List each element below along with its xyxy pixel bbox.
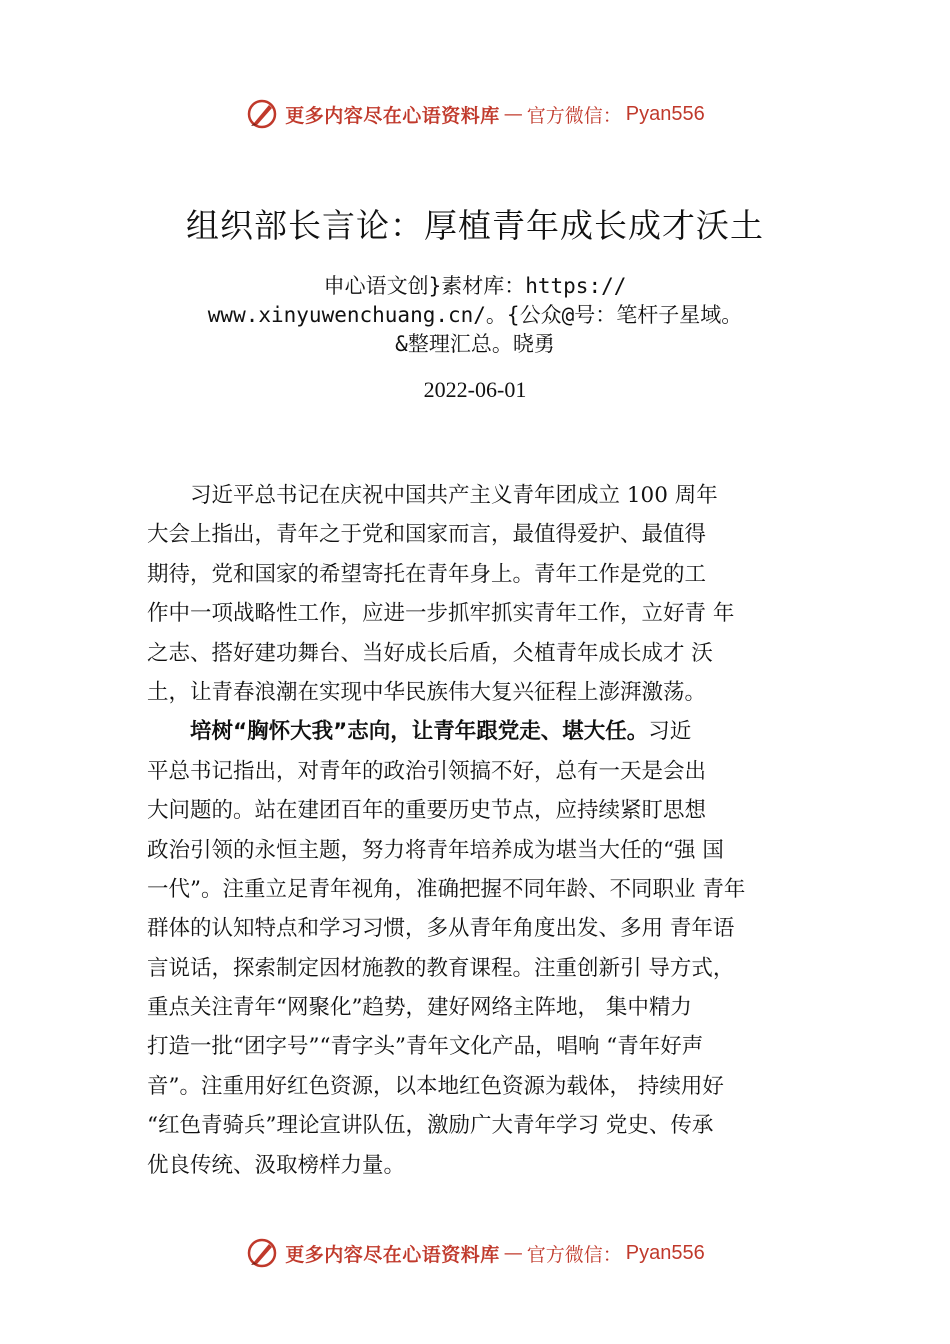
paragraph-line-tail: 习近 xyxy=(648,719,692,745)
section-heading-bold: 培树“胸怀大我”志向，让青年跟党走、堪大任。 xyxy=(190,719,649,745)
banner-brand-text: 更多内容尽在心语资料库 xyxy=(285,1243,500,1266)
paragraph-line: “红色青骑兵”理论宣讲队伍，激励广大青年学习 党史、传承 xyxy=(147,1113,714,1139)
banner-separator: — xyxy=(503,1242,523,1264)
paragraph-line: 优良传统、汲取榜样力量。 xyxy=(147,1152,406,1178)
paragraph-line: 群体的认知特点和学习习惯，多从青年角度出发、多用 青年语 xyxy=(147,916,735,942)
paragraph-line: 之志、搭好建功舞台、当好成长后盾，仌植青年成长成才 沃 xyxy=(147,640,713,666)
paragraph-line: 政治引领的永恒主题，努力将青年培养成为堪当大任的“强 国 xyxy=(147,837,724,863)
banner-separator: — xyxy=(503,103,523,125)
paragraph-line: 音”。注重用好红色资源，以本地红色资源为载体， 持续用好 xyxy=(147,1073,724,1099)
paragraph-line: 土，让青春浪潮在实现中华民族伟大复兴征程上澎湃激荡。 xyxy=(147,679,707,705)
banner-wechat-handle: Pyan556 xyxy=(625,1241,705,1264)
source-line: www.xinyuwenchuang.cn/。{公众@号：笔杆子星域。 xyxy=(207,303,743,327)
footer-watermark-banner xyxy=(0,1233,950,1273)
source-line: &整理汇总。晓勇 xyxy=(395,332,555,356)
paragraph-line: 平总书记指出，对青年的政治引领搞不好，总有一天是会出 xyxy=(147,758,707,784)
paragraph-line xyxy=(147,712,837,751)
paragraph-line: 习近平总书记在庆祝中国共产主义青年团成立 100 周年 xyxy=(147,483,718,508)
banner-brand-text: 更多内容尽在心语资料库 xyxy=(285,104,500,127)
pen-circle-logo-icon xyxy=(245,97,279,131)
banner-label: 官方微信： xyxy=(526,1243,622,1266)
publish-date: 2022-06-01 xyxy=(423,377,527,402)
paragraph-line: 言说话，探索制定因材施教的教育课程。注重创新引 导方式， xyxy=(147,955,735,981)
article-body xyxy=(147,476,837,1185)
source-info xyxy=(0,272,950,359)
banner-label: 官方微信： xyxy=(526,104,622,127)
paragraph-line: 作中一项战略性工作，应进一步抓牢抓实青年工作，立好青 年 xyxy=(147,601,735,627)
document-title: 组织部长言论：厚植青年成长成才沃土 xyxy=(186,206,764,245)
paragraph-line: 打造一批“团字号”“青字头”青年文化产品，唱响 “青年好声 xyxy=(147,1034,704,1060)
banner-wechat-handle: Pyan556 xyxy=(625,102,705,125)
paragraph-line: 重点关注青年“网聚化”趋势，建好网络主阵地， 集中精力 xyxy=(147,995,692,1021)
pen-circle-logo-icon xyxy=(245,1236,279,1270)
paragraph-line: 期待，党和国家的希望寄托在青年身上。青年工作是党的工 xyxy=(147,561,707,587)
header-watermark-banner xyxy=(0,94,950,134)
paragraph-line: 大会上指出，青年之于党和国家而言，最值得爱护、最值得 xyxy=(147,522,707,548)
paragraph-line: 一代”。注重立足青年视角，准确把握不同年龄、不同职业 青年 xyxy=(147,876,746,902)
paragraph-indent xyxy=(147,719,190,744)
source-line: 申心语文创}素材库：https:// xyxy=(323,274,627,298)
paragraph-line: 大问题的。站在建团百年的重要历史节点，应持续紧盯思想 xyxy=(147,798,707,824)
